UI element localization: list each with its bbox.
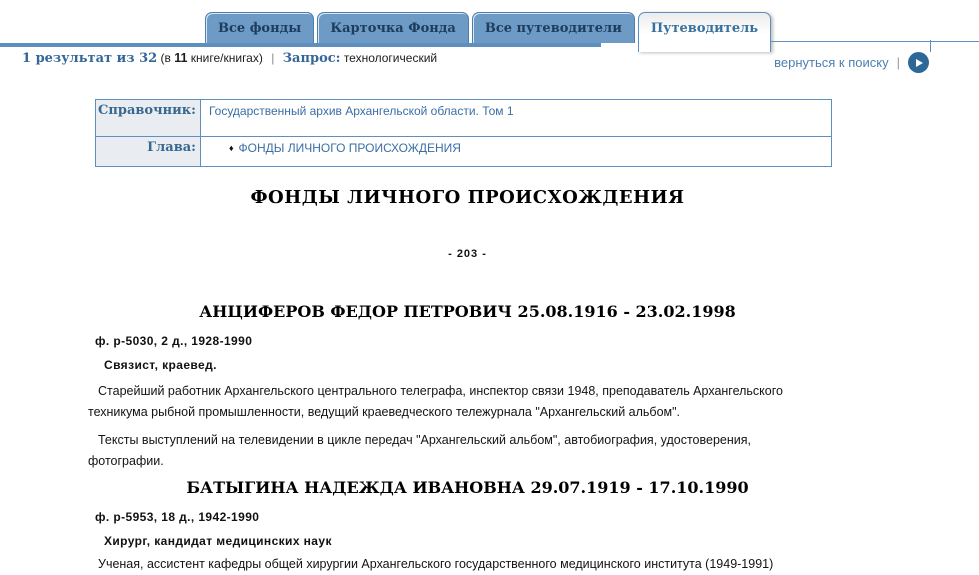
entry-paragraph: Тексты выступлений на телевидении в цикле передач "Архангельский альбом", автобиография, удостоверения, фотографии.: [88, 433, 751, 468]
entry-paragraph: Старейший работник Архангельского центрального телеграфа, инспектор связи 1948, преподаватель Архангельского техникума рыбной промышленности, ведущий краеведческого тележурнала "Архангельский альбом".: [88, 384, 783, 419]
fond-reference: ф. р-5030, 2 д., 1928-1990: [95, 334, 253, 348]
table-row-chapter: [96, 137, 832, 167]
tab-all-guides-label: Все путеводители: [484, 20, 622, 36]
tab-fond-card-label: Карточка Фонда: [330, 20, 456, 36]
fond-reference: ф. р-5953, 18 д., 1942-1990: [95, 510, 260, 524]
diamond-bullet-icon: ♦: [228, 143, 234, 153]
books-suffix: книге/книгах): [190, 51, 263, 65]
results-separator: |: [271, 51, 275, 65]
query-label: Запрос:: [282, 51, 341, 66]
books-count: 11: [174, 51, 188, 65]
reference-label: Справочник:: [96, 100, 201, 137]
info-table: [95, 99, 832, 167]
books-count-text: [161, 51, 267, 65]
table-row-reference: [96, 100, 832, 137]
tab-all-fonds-label: Все фонды: [218, 20, 302, 36]
query-value: технологический: [343, 51, 438, 65]
back-to-search-link[interactable]: вернуться к поиску: [774, 55, 889, 70]
tab-strip-underline: [0, 43, 601, 47]
tab-fond-card[interactable]: [317, 12, 469, 43]
document-title: ФОНДЫ ЛИЧНОГО ПРОИСХОЖДЕНИЯ: [250, 187, 685, 208]
chapter-link[interactable]: ФОНДЫ ЛИЧНОГО ПРОИСХОЖДЕНИЯ: [238, 141, 461, 155]
tab-bar: [205, 12, 771, 43]
occupation-line: Связист, краевед.: [104, 358, 217, 372]
tab-all-guides[interactable]: [472, 12, 635, 43]
chapter-value-cell: [200, 137, 831, 167]
play-icon: [916, 59, 923, 67]
back-to-search-area: [774, 52, 929, 73]
back-separator: |: [896, 55, 900, 70]
chapter-label: Глава:: [96, 137, 201, 167]
header: [0, 0, 935, 70]
next-result-button[interactable]: [908, 52, 929, 73]
books-prefix: (в: [160, 51, 171, 65]
tab-guide-active[interactable]: [638, 12, 771, 52]
reference-value-cell: [200, 100, 831, 137]
results-count: 1 результат из 32: [22, 51, 158, 66]
entry-heading-batygina: БАТЫГИНА НАДЕЖДА ИВАНОВНА 29.07.1919 - 17.10.1990: [186, 478, 749, 497]
page-number: - 203 -: [448, 248, 487, 260]
occupation-line: Хирург, кандидат медицинских наук: [104, 534, 332, 548]
reference-link[interactable]: Государственный архив Архангельской области. Том 1: [208, 104, 514, 118]
tab-all-fonds[interactable]: [205, 12, 314, 43]
tab-guide-label: Путеводитель: [650, 21, 759, 36]
entry-paragraph-cutoff: Ученая, ассистент кафедры общей хирургии Архангельского государственного медицинского института (1949-1991): [98, 557, 774, 571]
entry-heading-anciferov: АНЦИФЕРОВ ФЕДОР ПЕТРОВИЧ 25.08.1916 - 23.02.1998: [199, 302, 736, 321]
results-bar: [22, 51, 437, 66]
